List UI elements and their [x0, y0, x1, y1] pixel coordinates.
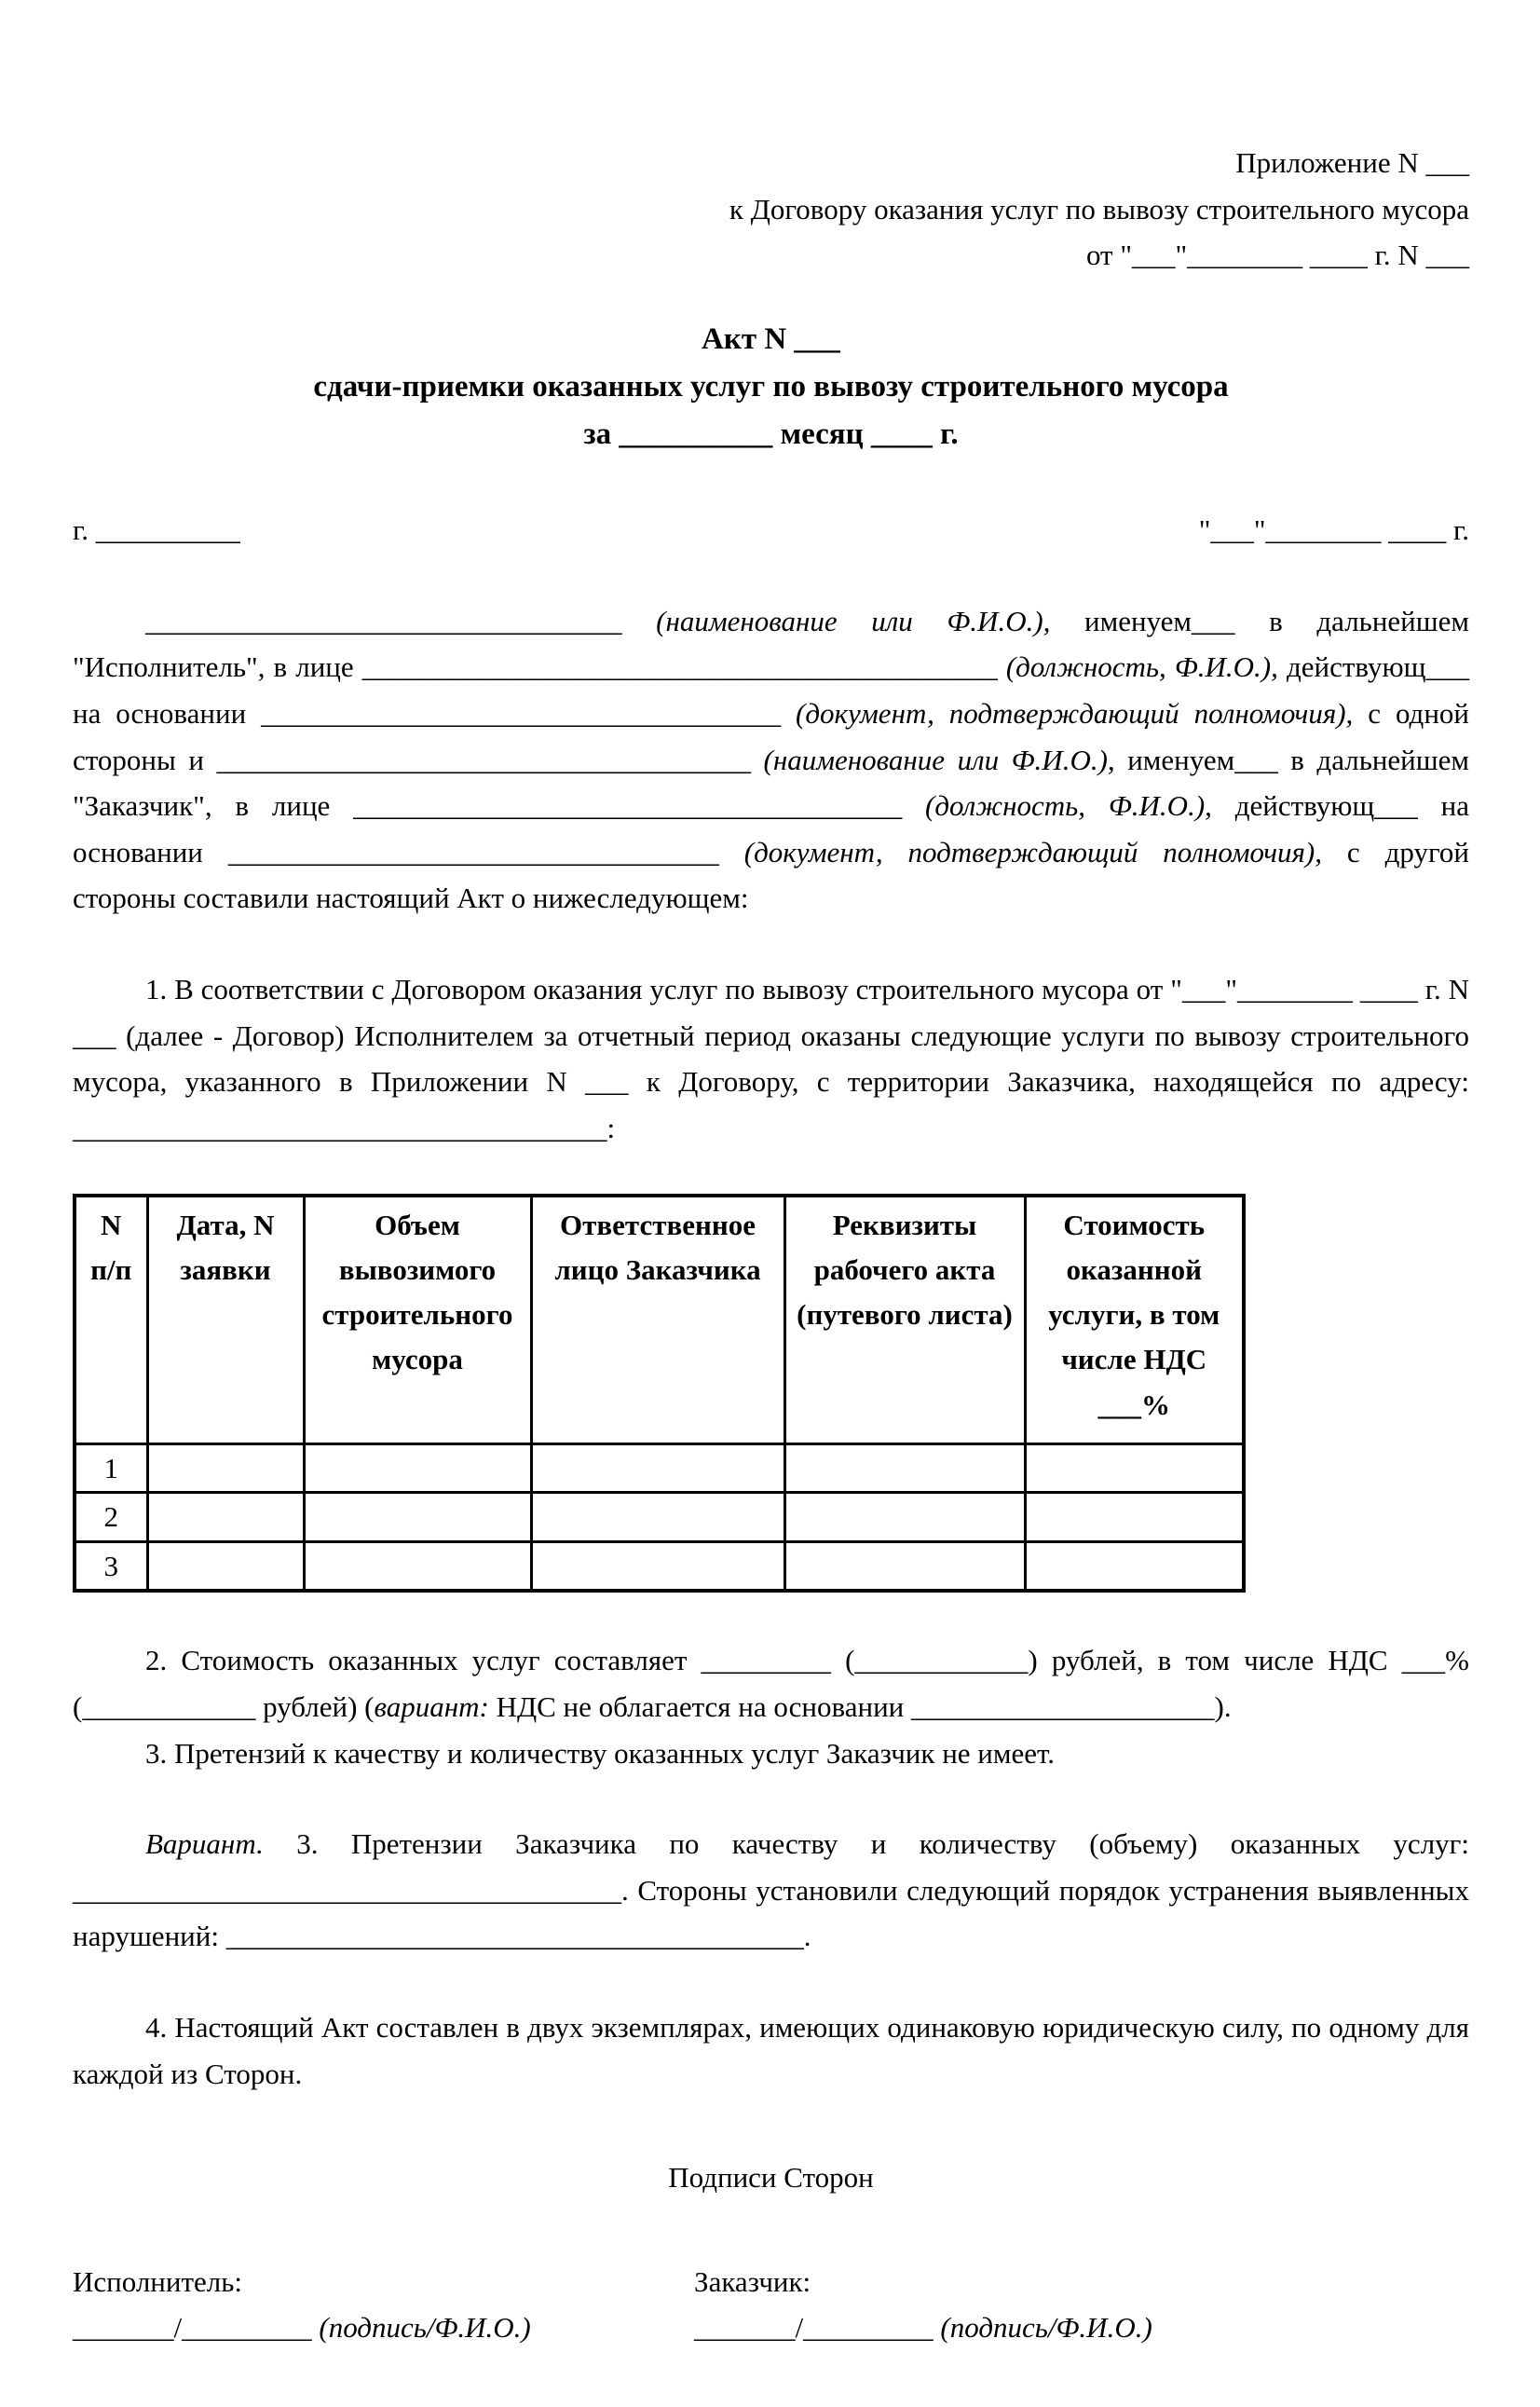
- row-number-cell: 2: [75, 1493, 147, 1542]
- title-period: за __________ месяц ____ г.: [583, 417, 959, 452]
- text-run: с одной стороны и: [73, 696, 1469, 776]
- text-run: 2. Стоимость оказанных услуг составляет _________ (____________) рублей, в том числе НДС ___% (____________ рублей) (: [73, 1644, 1469, 1723]
- italic-text-run: (наименование или Ф.И.О.),: [656, 604, 1051, 637]
- parties-paragraph: [73, 598, 1469, 922]
- italic-text-run: Вариант.: [145, 1827, 264, 1861]
- table-cell: [1025, 1493, 1244, 1542]
- table-cell: [304, 1541, 531, 1591]
- customer-label: Заказчик:: [694, 2264, 811, 2298]
- table-body: [75, 1443, 1244, 1591]
- table-header-row: [75, 1196, 1244, 1443]
- table-header-cell: Объем вывозимого строительного мусора: [304, 1196, 531, 1443]
- appendix-number-line: Приложение N ___: [1235, 146, 1469, 179]
- text-run: _________________________________: [145, 604, 657, 637]
- table-cell: [784, 1443, 1025, 1493]
- table-cell: [1025, 1443, 1244, 1493]
- text-run: НДС не облагается на основании _____________________).: [488, 1689, 1232, 1723]
- table-row: [75, 1443, 1244, 1493]
- text-run: 1. В соответствии с Договором оказания услуг по вывозу строительного мусора от "___"________ ____ г. N ___ (далее - Договор) Исполнителем за отчетный период оказаны следующие услуги по вывозу строительного мусора, указанного в Приложении N ___ к Договору, с территории Заказчика, находящейся по адресу: _____________________________________:: [73, 972, 1469, 1144]
- text-run: действующ___ на основании: [73, 650, 1470, 730]
- italic-text-run: (документ, подтверждающий полномочия),: [796, 696, 1354, 730]
- text-run: с другой стороны составили настоящий Акт о нижеследующем:: [73, 835, 1470, 915]
- table-header-cell: Стоимость оказанной услуги, в том числе НДС ___%: [1025, 1196, 1244, 1443]
- italic-text-run: (должность, Ф.И.О.),: [1005, 650, 1278, 684]
- italic-text-run: вариант:: [374, 1689, 489, 1723]
- table-header-cell: Дата, N заявки: [147, 1196, 304, 1443]
- customer-signature-note: (подпись/Ф.И.О.): [940, 2311, 1152, 2345]
- table-header-cell: Реквизиты рабочего акта (путевого листа): [784, 1196, 1025, 1443]
- title-act-number: Акт N ___: [702, 321, 840, 356]
- services-table: [73, 1194, 1246, 1593]
- executor-signature-block: [73, 2259, 694, 2351]
- text-run: ____________________________________: [261, 696, 797, 730]
- appendix-header: [73, 140, 1469, 279]
- clause-3: [73, 1730, 1469, 1777]
- table-cell: [147, 1493, 304, 1542]
- table-cell: [784, 1541, 1025, 1591]
- row-number-cell: 1: [75, 1443, 147, 1493]
- text-run: 3. Претензии Заказчика по качеству и количеству (объему) оказанных услуг: ______________________________________. Стороны установили следующий порядок устранения выявленных нарушений: ________________________________________.: [73, 1827, 1469, 1953]
- executor-signature-note: (подпись/Ф.И.О.): [319, 2311, 531, 2345]
- document-title: [73, 316, 1469, 458]
- title-subject: сдачи-приемки оказанных услуг по вывозу строительного мусора: [313, 369, 1229, 403]
- table-cell: [531, 1443, 784, 1493]
- table-cell: [304, 1493, 531, 1542]
- clause-1: [73, 966, 1469, 1151]
- clause-3-variant: [73, 1821, 1469, 1960]
- table-cell: [784, 1493, 1025, 1542]
- signatures-heading: Подписи Сторон: [668, 2161, 874, 2195]
- table-cell: [304, 1443, 531, 1493]
- text-run: 3. Претензий к качеству и количеству оказанных услуг Заказчик не имеет.: [145, 1736, 1055, 1770]
- text-run: действующ___ на основании: [73, 789, 1470, 868]
- executor-label: Исполнитель:: [73, 2264, 243, 2298]
- italic-text-run: (должность, Ф.И.О.),: [925, 789, 1212, 823]
- text-run: именуем___ в дальнейшем "Заказчик", в лице: [73, 743, 1470, 823]
- appendix-date-line: от "___"________ ____ г. N ___: [1085, 239, 1469, 272]
- appendix-contract-line: к Договору оказания услуг по вывозу строительного мусора: [729, 192, 1469, 226]
- table-row: [75, 1493, 1244, 1542]
- table-cell: [147, 1443, 304, 1493]
- text-run: __________________________________: [227, 835, 744, 868]
- text-run: ______________________________________: [353, 789, 926, 823]
- customer-signature-blank: _______/_________: [694, 2311, 941, 2345]
- signatures-row: [73, 2259, 1469, 2351]
- table-cell: [1025, 1541, 1244, 1591]
- table-cell: [531, 1541, 784, 1591]
- table-header-cell: Ответственное лицо Заказчика: [531, 1196, 784, 1443]
- italic-text-run: (документ, подтверждающий полномочия),: [743, 835, 1322, 868]
- table-header-cell: N п/п: [75, 1196, 147, 1443]
- customer-signature-block: [694, 2259, 1469, 2351]
- text-run: ____________________________________________: [361, 650, 1006, 684]
- row-number-cell: 3: [75, 1541, 147, 1591]
- executor-signature-line: [73, 2304, 694, 2351]
- text-run: _____________________________________: [216, 743, 764, 776]
- executor-signature-blank: _______/_________: [73, 2311, 320, 2345]
- city-field: г. __________: [73, 513, 240, 547]
- clause-2: [73, 1637, 1469, 1730]
- city-date-row: [73, 507, 1469, 554]
- table-cell: [147, 1541, 304, 1591]
- table-cell: [531, 1493, 784, 1542]
- clause-4: [73, 2004, 1469, 2097]
- table-row: [75, 1541, 1244, 1591]
- date-field: "___"________ ____ г.: [1198, 513, 1469, 547]
- text-run: именуем___ в дальнейшем "Исполнитель", в лице: [73, 604, 1470, 684]
- customer-signature-line: [694, 2304, 1469, 2351]
- text-run: 4. Настоящий Акт составлен в двух экземплярах, имеющих одинаковую юридическую силу, по одному для каждой из Сторон.: [73, 2010, 1469, 2090]
- italic-text-run: (наименование или Ф.И.О.),: [763, 743, 1115, 776]
